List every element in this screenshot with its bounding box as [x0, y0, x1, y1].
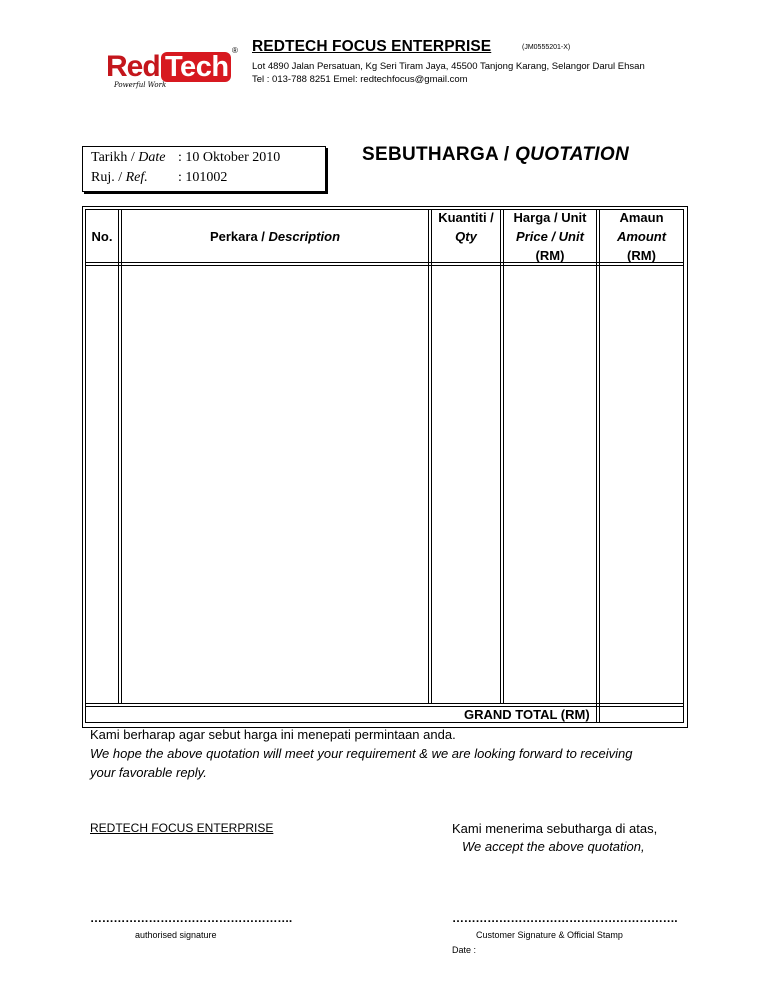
header-price-ms: Harga / Unit: [513, 210, 587, 225]
ref-row: [91, 170, 227, 186]
message-malay: Kami berharap agar sebut harga ini menepati permintaan anda.: [90, 727, 456, 742]
quotation-table: [82, 206, 688, 728]
col-line-no-2: [121, 209, 122, 704]
accept-english: We accept the above quotation,: [462, 839, 645, 854]
header-description: [122, 227, 428, 246]
col-line-price-2: [599, 209, 600, 723]
inner-left-border: [85, 209, 86, 723]
company-address: Lot 4890 Jalan Persatuan, Kg Seri Tiram Jaya, 45500 Tanjong Karang, Selangor Darul Ehsan: [252, 61, 645, 72]
date-ref-box: [82, 146, 326, 192]
header-no: No.: [91, 229, 113, 244]
date-value: : 10 Oktober 2010: [178, 150, 281, 165]
message-english-1: We hope the above quotation will meet your requirement & we are looking forward to receiving: [90, 746, 633, 761]
header-amount-ms: Amaun: [619, 210, 664, 225]
company-logo: [106, 46, 238, 90]
header-separator-2: [85, 265, 684, 266]
header-price-en: Price / Unit: [516, 229, 584, 244]
header-amount: [600, 208, 683, 265]
header-amount-en: Amount: [616, 229, 667, 244]
company-name: REDTECH FOCUS ENTERPRISE: [252, 38, 492, 55]
date-label-en: Date: [138, 150, 166, 165]
total-separator: [85, 703, 684, 704]
logo-tech-text: Tech: [165, 51, 229, 83]
company-contact: Tel : 013-788 8251 Emel: redtechfocus@gmail.com: [252, 74, 468, 85]
signature-line-right: ………………………………………………….: [452, 911, 678, 925]
signature-date-label: Date :: [452, 945, 477, 955]
header-amount-unit: (RM): [627, 248, 656, 263]
header-qty: [431, 208, 501, 246]
header-desc-en: Description: [268, 229, 341, 244]
logo-tagline: Powerful Work: [114, 81, 167, 89]
title-main: SEBUTHARGA /: [362, 144, 516, 165]
grand-total-label: GRAND TOTAL (RM): [464, 707, 590, 722]
inner-bottom-border: [85, 722, 684, 723]
authorised-signature-label: authorised signature: [135, 930, 217, 940]
col-line-desc-2: [431, 209, 432, 704]
date-label: [91, 150, 178, 166]
date-row: [91, 150, 280, 166]
ref-label-ms: Ruj. /: [91, 170, 126, 185]
col-line-qty-2: [503, 209, 504, 704]
header-qty-ms: Kuantiti /: [438, 210, 494, 225]
col-line-price: [596, 209, 597, 723]
total-separator-2: [85, 706, 684, 707]
ref-value: : 101002: [178, 170, 228, 185]
ref-label-en: Ref.: [125, 170, 148, 185]
title-italic: QUOTATION: [515, 144, 629, 165]
signature-line-left: …………………………………………….: [90, 911, 292, 925]
message-english-2: your favorable reply.: [90, 765, 207, 780]
registered-mark: ®: [232, 46, 238, 55]
company-reg-no: (JM0555201-X): [522, 44, 571, 51]
date-label-ms: Tarikh /: [91, 150, 139, 165]
document-title: [362, 144, 629, 166]
header-price-unit: (RM): [535, 248, 565, 263]
ref-label: [91, 170, 178, 186]
accept-malay: Kami menerima sebutharga di atas,: [452, 821, 658, 836]
header-qty-en: Qty: [455, 229, 477, 244]
logo-red-text: Red: [106, 50, 160, 83]
col-line-no: [118, 209, 119, 704]
header-desc-ms: Perkara /: [209, 229, 269, 244]
inner-right-border: [683, 209, 684, 723]
customer-signature-label: Customer Signature & Official Stamp: [476, 930, 623, 940]
signature-company: REDTECH FOCUS ENTERPRISE: [90, 821, 274, 835]
header-price: [503, 208, 597, 265]
col-line-desc: [428, 209, 429, 704]
col-line-qty: [500, 209, 501, 704]
